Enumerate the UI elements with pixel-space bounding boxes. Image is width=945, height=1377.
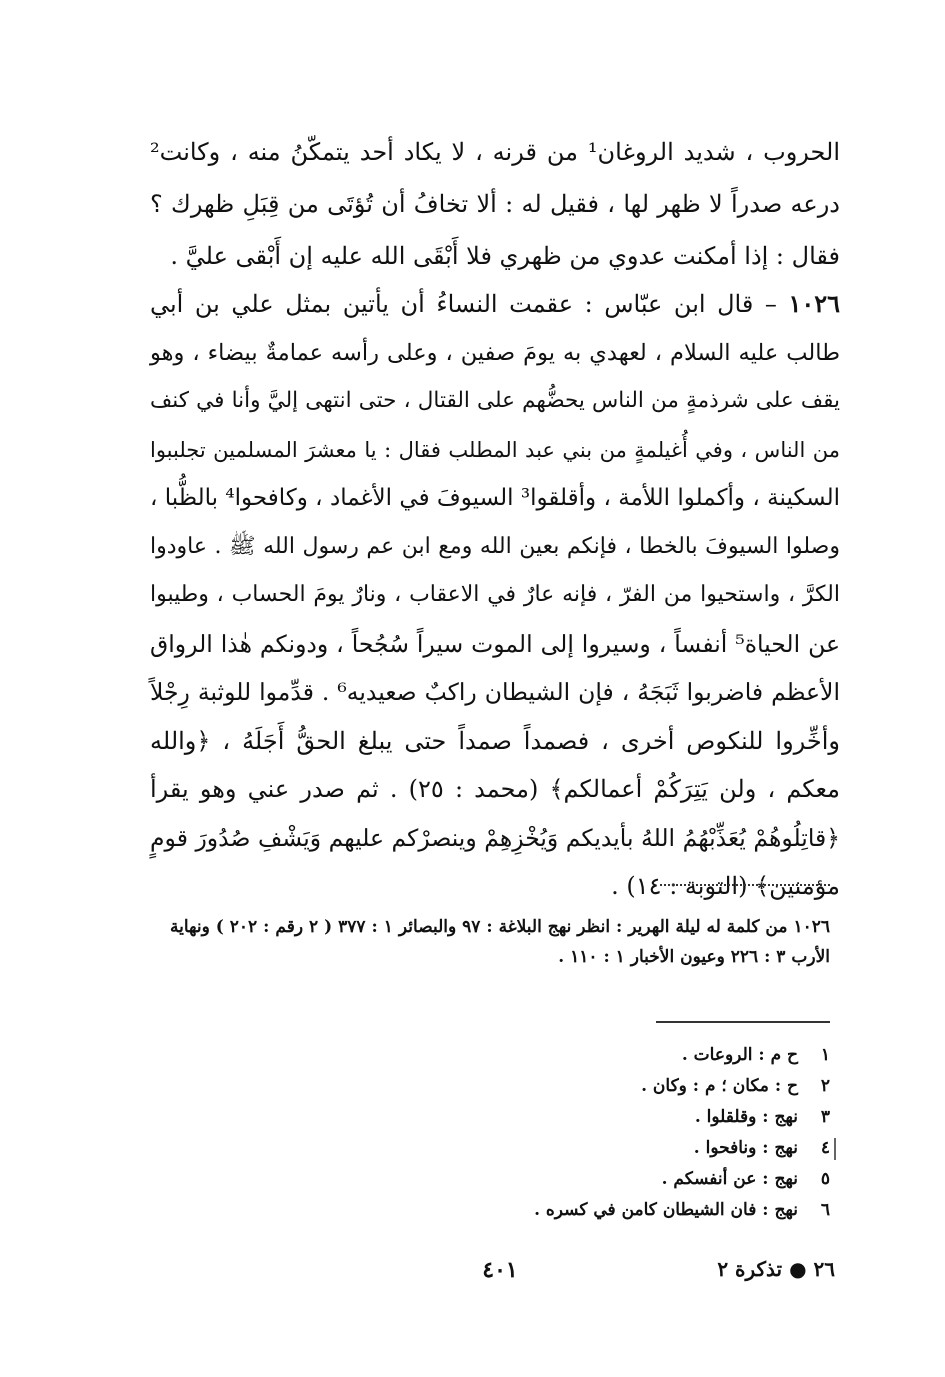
text-line: ﴿قاتِلُوهُمْ يُعَذِّبْهُمُ اللهُ بأيديكم وَيُخْزِهِمْ وينصرْكم عليهم وَيَشْفِ صُدُورَ قومٍ [150,823,840,852]
continued-text [150,126,840,282]
text-line: من الناس ، وفي أُغيلمةٍ من بني عبد المطلب فقال : يا معشرَ المسلمين تجلببوا [150,437,840,462]
text-line: وصلوا السيوفَ بالخطا ، فإنكم بعين الله ومع ابن عم رسول الله ﷺ . عاودوا [150,533,840,559]
text-line: وأخِّروا للنكوص أخرى ، فصمداً صمداً حتى يبلغ الحقُّ أَجَلَهُ ، ﴿والله [150,726,840,755]
footnote [520,1195,830,1226]
footnote-text: نهج : وقلقلوا . [694,1107,798,1127]
footnote-number: ٥ [820,1169,830,1189]
footnote [520,1071,830,1102]
footnote-rule [656,1021,830,1023]
footnote [520,1164,830,1195]
text-line: مؤمنين﴾ (التوبة : ١٤) . [611,872,840,900]
text-line [170,912,830,942]
footnote-number: ٢ [820,1076,830,1096]
footnote-text: ح : مكان ؛ م : وكان . [641,1076,798,1096]
footnote-number: ٤ [820,1138,830,1158]
text-line: يقف على شرذمةٍ من الناس يحضُّهم على القتال ، حتى انتهى إليَّ وأنا في كنف [150,388,840,413]
footnote [520,1133,830,1164]
footnote-number: ٣ [820,1107,830,1127]
text-line: درعه صدراً لا ظهر لها ، فقيل له : ألا تخافُ أن تُؤتَى من قِبَلِ ظهرك ؟ [150,190,840,218]
footnote-text: ح م : الروعات . [681,1045,798,1065]
margin-mark [834,1138,836,1160]
text-line: فقال : إذا أمكنت عدوي من ظهري فلا أَبْقَى الله عليه إن أَبْقى عليَّ . [170,242,840,270]
footnote-number: ٦ [820,1200,830,1220]
entry-number: ١٠٢٦ [788,289,840,318]
text-line [150,280,840,329]
footnote-number: ١ [820,1045,830,1065]
source-reference [170,912,830,972]
page-number: ٤٠١ [482,1257,518,1283]
footnotes [520,1040,830,1226]
footnote [520,1040,830,1071]
text-line: عن الحياة⁵ أنفساً ، وسيروا إلى الموت سيراً سُجُحاً ، ودونكم هٰذا الرواق [150,629,840,658]
text-line: الكرَّ ، واستحيوا من الفرّ ، فإنه عارٌ في الاعقاب ، ونارٌ يومَ الحساب ، وطيبوا [150,582,840,607]
footnote [520,1102,830,1133]
entry-first-line: – قال ابن عبّاس : عقمت النساءُ أن يأتين بمثل علي بن أبي [150,290,777,318]
text-line: معكم ، ولن يَتِرَكُمْ أعمالكم﴾ (محمد : ٢٥) . ثم صدر عني وهو يقرأ [150,775,840,803]
footnote-text: نهج : ونافحوا . [693,1138,798,1158]
dotted-divider [660,884,830,886]
text-line: الأعظم فاضربوا ثَبَجَهُ ، فإن الشيطان راكبٌ صعيديه⁶ . قدِّموا للوثبة رِجْلاً [150,678,840,706]
source-number: ١٠٢٦ [793,917,830,937]
entry-paragraph [150,280,840,911]
footnote-text: نهج : عن أنفسكم . [661,1169,798,1189]
text-line: الأرب ٣ : ٢٢٦ وعيون الأخبار ١ : ١١٠ . [558,947,830,967]
signature-mark: ٢٦ ● تذكرة ٢ [717,1257,835,1281]
text-line: طالب عليه السلام ، لعهدي به يومَ صفين ، وعلى رأسه عمامةٌ بيضاء ، وهو [150,339,840,366]
footnote-text: نهج : فان الشيطان كامن في كسره . [534,1200,798,1220]
text-line: الحروب ، شديد الروغان¹ من قرنه ، لا يكاد أحد يتمكّنُ منه ، وكانت² [150,138,841,166]
text-line: السكينة ، وأكملوا اللأمة ، وأقلقوا³ السيوفَ في الأغماد ، وكافحوا⁴ بالظُّبا ، [150,485,841,511]
source-first-line: من كلمة له ليلة الهرير : انظر نهج البلاغة : ٩٧ والبصائر ١ : ٣٧٧ ( ٢ رقم : ٢٠٢ ) ونهاية [170,917,788,937]
